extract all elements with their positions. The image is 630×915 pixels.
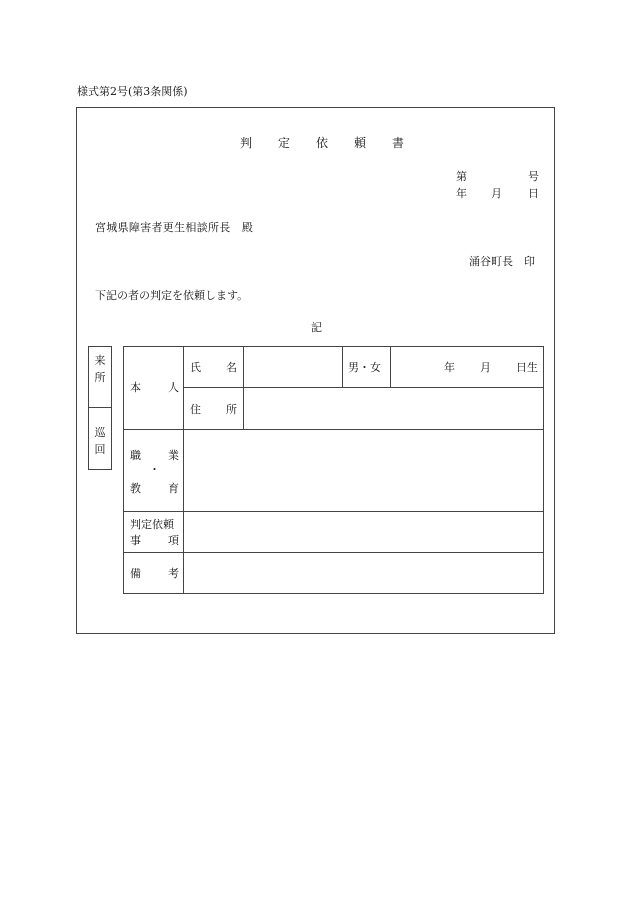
addressee: 宮城県障害者更生相談所長 殿 bbox=[95, 221, 254, 234]
person-label-b: 人 bbox=[168, 381, 179, 394]
col-line-field bbox=[243, 347, 244, 429]
edu-label-b: 育 bbox=[168, 482, 179, 495]
row-line-name bbox=[184, 387, 543, 388]
visit-option-char-2: 所 bbox=[94, 371, 106, 384]
visit-type-box bbox=[88, 346, 112, 470]
request-text: 下記の者の判定を依頼します。 bbox=[95, 289, 249, 302]
doc-number-suffix: 号 bbox=[528, 170, 539, 183]
date-month-label: 月 bbox=[491, 187, 502, 200]
row-line-person bbox=[124, 429, 543, 430]
address-label-a: 住 bbox=[190, 403, 201, 416]
row-line-request bbox=[124, 552, 543, 553]
visit-type-divider bbox=[89, 407, 111, 408]
gender-option[interactable]: 男・女 bbox=[348, 361, 381, 374]
tour-option-char-2: 回 bbox=[94, 443, 106, 456]
birth-month-label: 月 bbox=[480, 361, 491, 374]
name-label-b: 名 bbox=[226, 361, 237, 374]
ki-heading: 記 bbox=[311, 321, 322, 334]
col-line-gender-left bbox=[342, 347, 343, 387]
date-year-label: 年 bbox=[456, 187, 467, 200]
request-item-label-b: 項 bbox=[168, 534, 179, 547]
col-line-gender-right bbox=[390, 347, 391, 387]
remarks-label-a: 備 bbox=[130, 567, 141, 580]
visit-option-char-1: 来 bbox=[94, 354, 106, 367]
sender-seal: 涌谷町長 印 bbox=[469, 255, 535, 268]
birth-day-label: 日生 bbox=[516, 361, 538, 374]
job-edu-separator: ・ bbox=[149, 463, 160, 476]
document-title: 判定依頼書 bbox=[240, 136, 431, 150]
tour-option-char-1: 巡 bbox=[94, 426, 106, 439]
job-label-a: 職 bbox=[130, 449, 141, 462]
person-label-a: 本 bbox=[130, 381, 141, 394]
address-label-b: 所 bbox=[226, 403, 237, 416]
date-day-label: 日 bbox=[528, 187, 539, 200]
applicant-table bbox=[123, 346, 544, 594]
form-number-label: 様式第2号(第3条関係) bbox=[77, 85, 188, 98]
name-label-a: 氏 bbox=[190, 361, 201, 374]
row-line-job bbox=[124, 511, 543, 512]
job-label-b: 業 bbox=[168, 449, 179, 462]
edu-label-a: 教 bbox=[130, 482, 141, 495]
birth-year-label: 年 bbox=[444, 361, 455, 374]
request-item-label-line1: 判定依頼 bbox=[130, 518, 174, 531]
request-item-label-a: 事 bbox=[130, 534, 141, 547]
col-line-label bbox=[183, 347, 184, 593]
doc-number-prefix: 第 bbox=[456, 170, 467, 183]
remarks-label-b: 考 bbox=[168, 567, 179, 580]
